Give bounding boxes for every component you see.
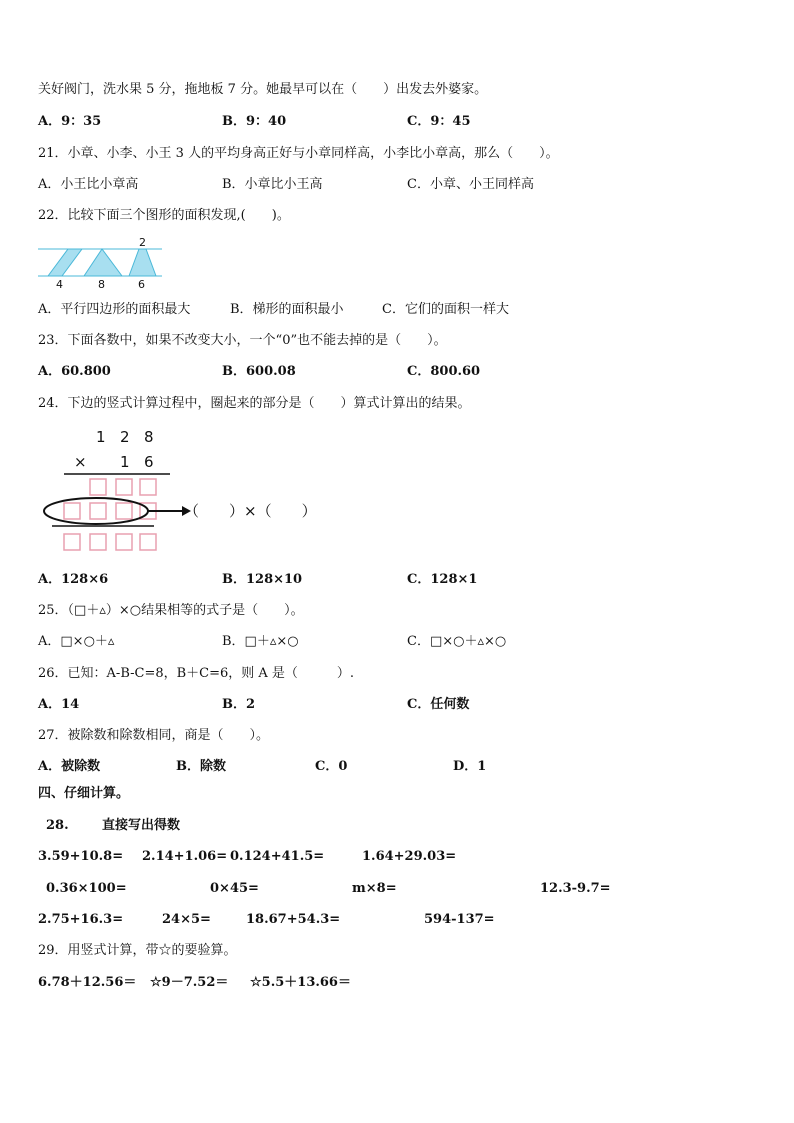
label-top: 2 (139, 236, 146, 249)
q25-option-a[interactable]: A．□×○＋▵ (38, 634, 115, 649)
q20-option-c[interactable]: C．9：45 (407, 114, 471, 129)
box (116, 534, 132, 550)
box (116, 479, 132, 495)
q20-option-b[interactable]: B．9：40 (222, 114, 287, 129)
q23-option-b[interactable]: B．600.08 (222, 364, 296, 379)
calc-item: 12.3-9.7= (540, 881, 611, 896)
q26-option-a[interactable]: A．14 (38, 697, 80, 712)
q26-option-c[interactable]: C．任何数 (407, 697, 470, 712)
q26-option-b[interactable]: B．2 (222, 697, 256, 712)
calc-item: 18.67+54.3= (246, 912, 341, 927)
calc-item: 24×5= (162, 912, 211, 927)
q21-option-b[interactable]: B．小章比小王高 (222, 177, 323, 192)
q21-text: 21．小章、小李、小王 3 人的平均身高正好与小章同样高，小李比小章高，那么（ ）。 (38, 146, 559, 161)
digit: 1 (120, 453, 130, 471)
q20-text: 关好阀门，洗水果 5 分，拖地板 7 分。她最早可以在（ ）出发去外婆家。 (38, 82, 488, 97)
digit: 6 (144, 453, 154, 471)
digit: 1 (96, 428, 106, 446)
q24-option-b[interactable]: B．128×10 (222, 572, 303, 587)
box (90, 479, 106, 495)
q25-text: 25．（□＋▵）×○结果相等的式子是（ ）。 (38, 603, 304, 618)
parallelogram-shape (48, 249, 82, 276)
label-trapezoid: 6 (138, 278, 145, 290)
calc-item: 1.64+29.03= (362, 849, 457, 864)
box (116, 503, 132, 519)
q23-option-c[interactable]: C．800.60 (407, 364, 481, 379)
q23-text: 23．下面各数中，如果不改变大小，一个“0”也不能去掉的是（ ）。 (38, 333, 447, 348)
label-parallelogram: 4 (56, 278, 63, 290)
q22-option-a[interactable]: A．平行四边形的面积最大 (38, 302, 191, 317)
calc-item: ☆9－7.52＝ (150, 975, 229, 990)
calc-item: 0.124+41.5= (230, 849, 325, 864)
q27-text: 27．被除数和除数相同，商是（ ）。 (38, 728, 270, 743)
digit: 8 (144, 428, 154, 446)
q21-option-c[interactable]: C．小章、小王同样高 (407, 177, 534, 192)
q23-option-a[interactable]: A．60.800 (38, 364, 111, 379)
calc-item: 594-137= (424, 912, 495, 927)
q22-option-c[interactable]: C．它们的面积一样大 (382, 302, 509, 317)
q29-text: 29．用竖式计算，带☆的要验算。 (38, 943, 237, 958)
trapezoid-shape (129, 249, 156, 276)
q21-option-a[interactable]: A．小王比小章高 (38, 177, 139, 192)
q22-text: 22．比较下面三个图形的面积发现,( )。 (38, 208, 290, 223)
q25-option-b[interactable]: B．□＋▵×○ (222, 634, 299, 649)
label-triangle: 8 (98, 278, 105, 290)
box (64, 503, 80, 519)
q27-option-d[interactable]: D．1 (453, 759, 487, 774)
q25-option-c[interactable]: C．□×○＋▵×○ (407, 634, 507, 649)
q28-number: 28. (46, 818, 69, 833)
box (140, 534, 156, 550)
box (90, 534, 106, 550)
q22-figure (36, 234, 166, 290)
calc-item: 0×45= (210, 881, 259, 896)
box (90, 503, 106, 519)
q24-option-a[interactable]: A．128×6 (38, 572, 109, 587)
q24-text: 24．下边的竖式计算过程中，圈起来的部分是（ ）算式计算出的结果。 (38, 396, 471, 411)
triangle-shape (84, 249, 122, 276)
q24-vertical-calc (36, 420, 346, 560)
calc-item: ☆5.5＋13.66＝ (250, 975, 351, 990)
calc-item: m×8= (352, 881, 397, 896)
calc-item: 3.59+10.8= (38, 849, 124, 864)
section-title: 四、仔细计算。 (38, 786, 130, 801)
q22-option-b[interactable]: B．梯形的面积最小 (230, 302, 344, 317)
q27-option-a[interactable]: A．被除数 (38, 759, 101, 774)
q26-text: 26．已知：A-B-C=8，B＋C=6，则 A 是（ ）. (38, 666, 355, 681)
calc-item: 6.78＋12.56＝ (38, 975, 137, 990)
q20-option-a[interactable]: A．9：35 (38, 114, 102, 129)
calc-item: 2.14+1.06= (142, 849, 228, 864)
box (64, 534, 80, 550)
calc-item: 0.36×100= (46, 881, 127, 896)
calc-item: 2.75+16.3= (38, 912, 124, 927)
q27-option-c[interactable]: C．0 (315, 759, 348, 774)
times-sign: × (74, 453, 87, 471)
digit: 2 (120, 428, 130, 446)
q27-option-b[interactable]: B．除数 (176, 759, 226, 774)
q28-title: 直接写出得数 (102, 818, 181, 833)
box (140, 479, 156, 495)
q24-option-c[interactable]: C．128×1 (407, 572, 478, 587)
blank-expression: （ ）×（ ） (184, 502, 317, 520)
